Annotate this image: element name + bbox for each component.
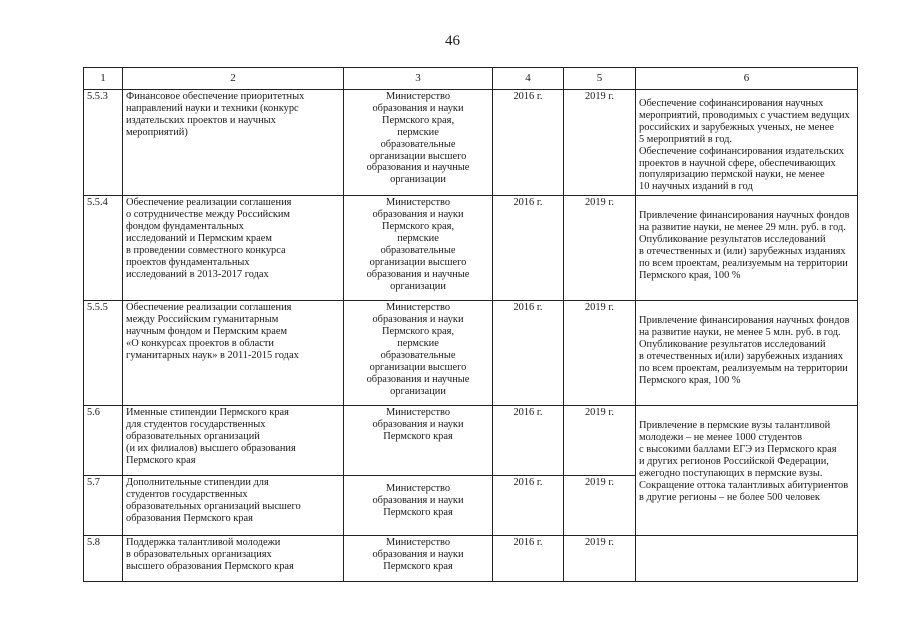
item-executor: Министерство образования и науки Пермского края, пермские образовательные организации высшего образования и научные организации [344,196,493,301]
item-name: Дополнительные стипендии для студентов государственных образовательных организаций высшего образования Пермского края [123,476,344,536]
item-end-year: 2019 г. [564,406,636,476]
item-start-year: 2016 г. [493,196,564,301]
table-row [84,196,858,301]
item-name: Именные стипендии Пермского края для студентов государственных образовательных организаций (и их филиалов) высшего образования Пермского края [123,406,344,476]
item-end-year: 2019 г. [564,476,636,536]
table-row [84,301,858,406]
table-row [84,536,858,582]
item-result [636,536,858,582]
item-name: Поддержка талантливой молодежи в образовательных организациях высшего образования Пермского края [123,536,344,582]
item-start-year: 2016 г. [493,406,564,476]
item-number: 5.6 [84,406,123,476]
item-result: Обеспечение софинансирования научных мероприятий, проводимых с участием ведущих российских и зарубежных ученых, не менее 5 мероприятий в год. Обеспечение софинансирования издательских проектов в научной сфере, обеспечивающих популяризацию пермской науки, не менее 10 научных изданий в год [636,90,858,196]
item-end-year: 2019 г. [564,536,636,582]
item-number: 5.8 [84,536,123,582]
item-start-year: 2016 г. [493,536,564,582]
table-row [84,90,858,196]
item-start-year: 2016 г. [493,476,564,536]
item-executor: Министерство образования и науки Пермского края [344,406,493,476]
table-row [84,406,858,476]
item-number: 5.5.5 [84,301,123,406]
item-start-year: 2016 г. [493,90,564,196]
item-end-year: 2019 г. [564,196,636,301]
item-end-year: 2019 г. [564,90,636,196]
column-number: 2 [123,68,344,90]
item-number: 5.5.4 [84,196,123,301]
item-executor: Министерство образования и науки Пермского края, пермские образовательные организации высшего образования и научные организации [344,301,493,406]
item-number: 5.7 [84,476,123,536]
item-name: Обеспечение реализации соглашения между Российским гуманитарным научным фондом и Пермским краем «О конкурсах проектов в области гуманитарных наук» в 2011-2015 годах [123,301,344,406]
column-number-row [84,68,858,90]
item-executor: Министерство образования и науки Пермского края [344,476,493,536]
column-number: 1 [84,68,123,90]
column-number: 3 [344,68,493,90]
item-number: 5.5.3 [84,90,123,196]
item-start-year: 2016 г. [493,301,564,406]
item-result-merged: Привлечение в пермские вузы талантливой молодежи – не менее 1000 студентов с высокими баллами ЕГЭ из Пермского края и других регионов Российской Федерации, ежегодно поступающих в пермские вузы. Сокращение оттока талантливых абитуриентов в другие регионы – не более 500 человек [636,406,858,536]
item-executor: Министерство образования и науки Пермского края [344,536,493,582]
item-result: Привлечение финансирования научных фондов на развитие науки, не менее 29 млн. руб. в год. Опубликование результатов исследований в отечественных и (или) зарубежных изданиях по всем проектам, реализуемым на территории Пермского края, 100 % [636,196,858,301]
item-name: Обеспечение реализации соглашения о сотрудничестве между Российским фондом фундаментальных исследований и Пермским краем в проведении совместного конкурса проектов фундаментальных исследований в 2013-2017 годах [123,196,344,301]
item-name: Финансовое обеспечение приоритетных направлений науки и техники (конкурс издательских проектов и научных мероприятий) [123,90,344,196]
item-end-year: 2019 г. [564,301,636,406]
column-number: 4 [493,68,564,90]
column-number: 5 [564,68,636,90]
item-executor: Министерство образования и науки Пермского края, пермские образовательные организации высшего образования и научные организации [344,90,493,196]
column-number: 6 [636,68,858,90]
page-number: 46 [445,33,460,49]
item-result: Привлечение финансирования научных фондов на развитие науки, не менее 5 млн. руб. в год. Опубликование результатов исследований в отечественных и(или) зарубежных изданиях по всем проектам, реализуемым на территории Пермского края, 100 % [636,301,858,406]
program-table [83,67,858,582]
